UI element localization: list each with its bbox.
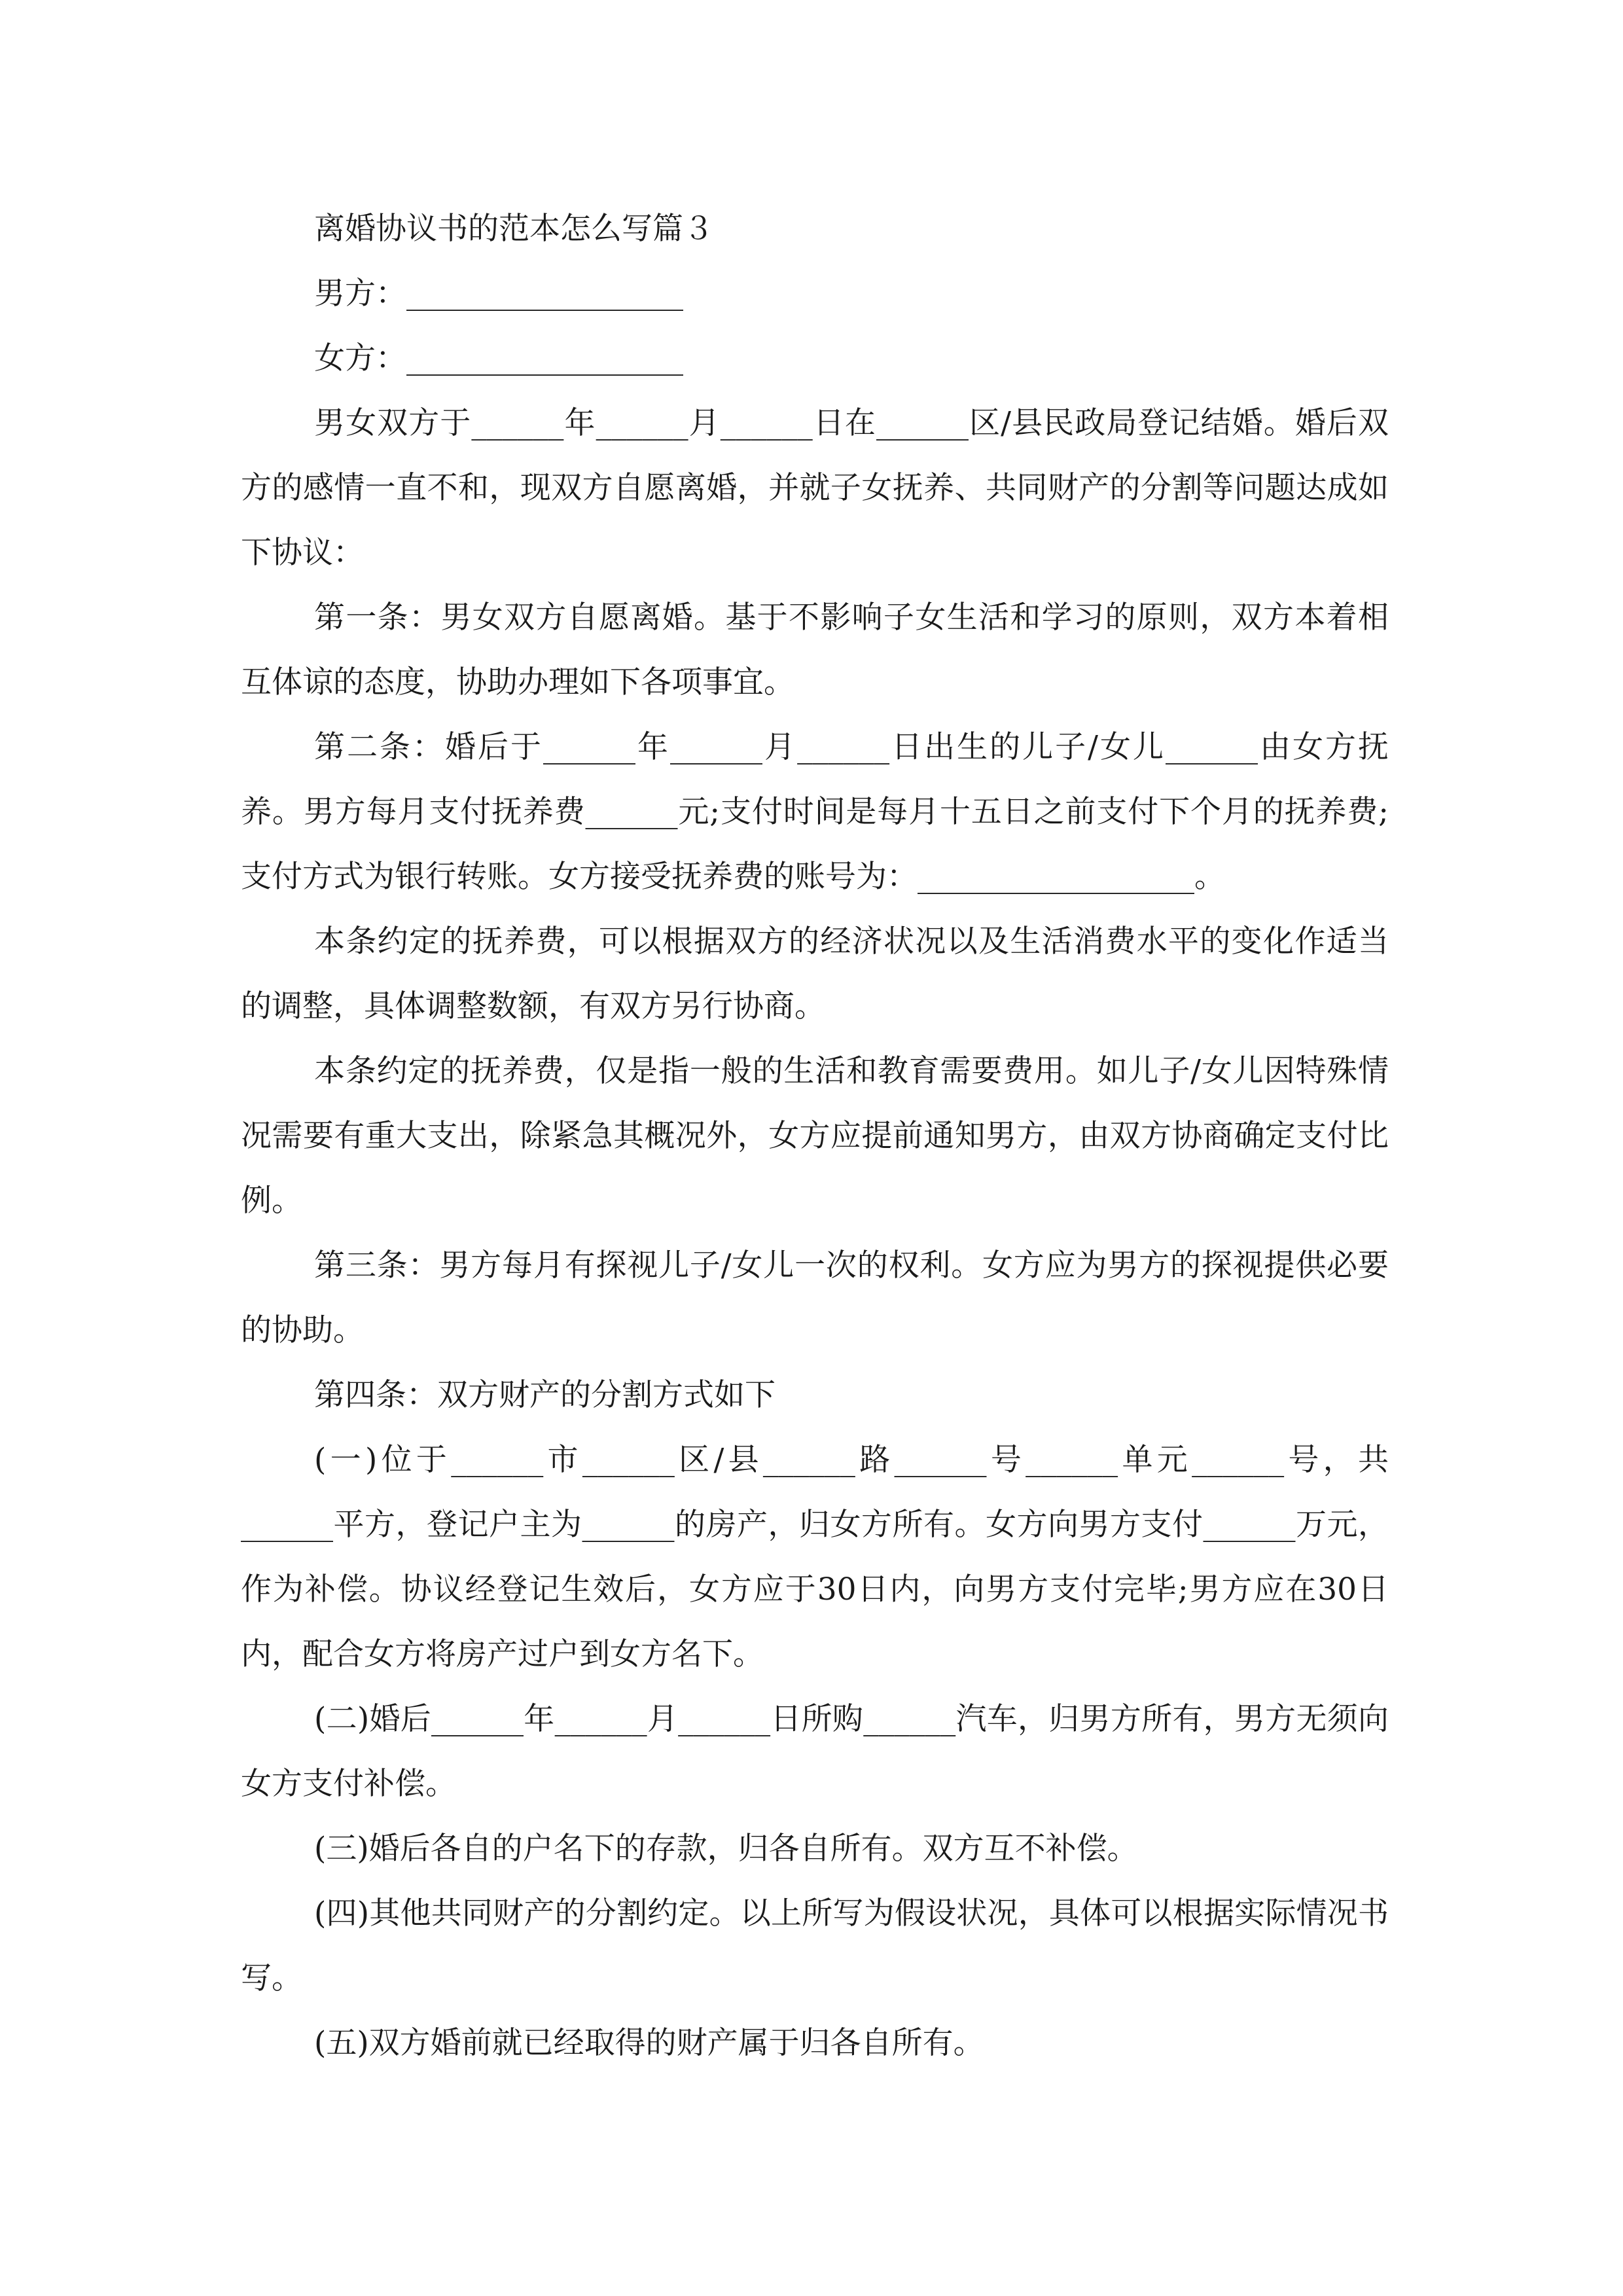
paragraph-item-2: (二)婚后______年______月______日所购______汽车，归男方所有，男方无须向女方支付补偿。 — [241, 1701, 1389, 1802]
paragraph-support-scope: 本条约定的抚养费，仅是指一般的生活和教育需要费用。如儿子/女儿因特殊情况需要有重大支出，除紧急其概况外，女方应提前通知男方，由双方协商确定支付比例。 — [241, 1053, 1389, 1219]
paragraph-wife: 女方：__________________ — [314, 340, 683, 376]
paragraph-support-adjust: 本条约定的抚养费，可以根据双方的经济状况以及生活消费水平的变化作适当的调整，具体调整数额，有双方另行协商。 — [241, 924, 1389, 1024]
paragraph-item-1: (一)位于______市______区/县______路______号______单元______号，共______平方，登记户主为______的房产，归女方所有。女方向男方支付______万元，作为补偿。协议经登记生效后，女方应于30日内，向男方支付完毕;男方应在30日内，配合女方将房产过户到女方名下。 — [241, 1442, 1389, 1672]
paragraph-item-3: (三)婚后各自的户名下的存款，归各自所有。双方互不补偿。 — [314, 1831, 1138, 1867]
document-body — [241, 196, 1389, 2075]
paragraph-article-2: 第二条：婚后于______年______月______日出生的儿子/女儿______由女方抚养。男方每月支付抚养费______元;支付时间是每月十五日之前支付下个月的抚养费;支付方式为银行转账。女方接受抚养费的账号为：__________________。 — [241, 729, 1389, 895]
paragraph-article-1: 第一条：男女双方自愿离婚。基于不影响子女生活和学习的原则，双方本着相互体谅的态度，协助办理如下各项事宜。 — [241, 600, 1389, 700]
paragraph-item-4: (四)其他共同财产的分割约定。以上所写为假设状况，具体可以根据实际情况书写。 — [241, 1895, 1389, 1996]
paragraph-item-5: (五)双方婚前就已经取得的财产属于归各自所有。 — [314, 2025, 984, 2061]
paragraph-article-4: 第四条：双方财产的分割方式如下 — [314, 1377, 776, 1413]
document-title: 离婚协议书的范本怎么写篇３ — [314, 211, 714, 247]
paragraph-intro: 男女双方于______年______月______日在______区/县民政局登记结婚。婚后双方的感情一直不和，现双方自愿离婚，并就子女抚养、共同财产的分割等问题达成如下协议： — [241, 405, 1389, 571]
paragraph-article-3: 第三条：男方每月有探视儿子/女儿一次的权利。女方应为男方的探视提供必要的协助。 — [241, 1247, 1389, 1348]
paragraph-husband: 男方：__________________ — [314, 276, 683, 312]
